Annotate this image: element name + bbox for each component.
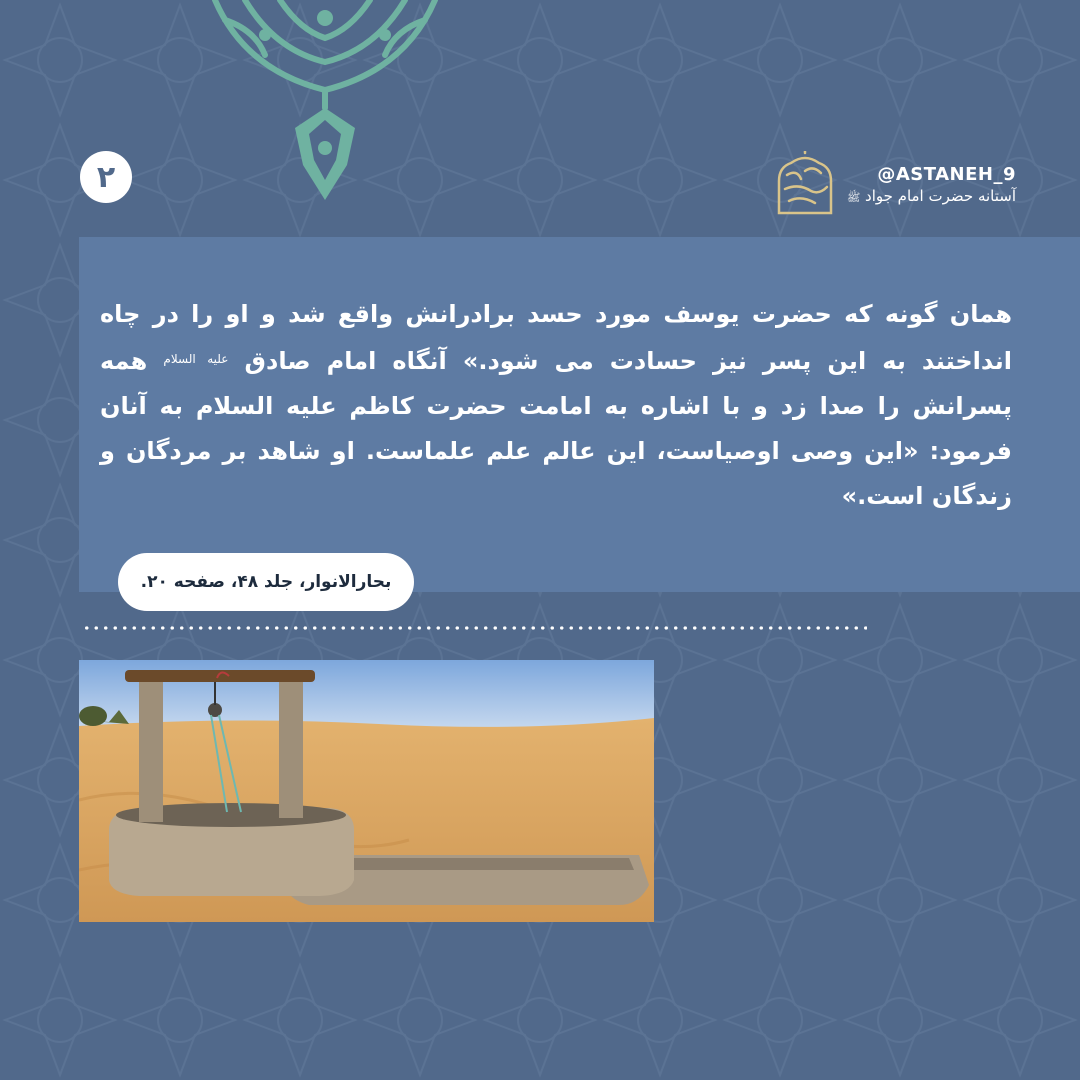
article-body xyxy=(100,292,1012,519)
page-number: ۲ xyxy=(96,159,116,195)
desert-well-photo xyxy=(79,660,654,922)
article-line-1: همان گونه که حضرت یوسف مورد حسد برادرانش واقع شد و او را در xyxy=(152,300,1012,328)
article-line-2: چاه انداختند به این پسر نیز حسادت می شود.» آنگاه امام صادق xyxy=(100,300,1013,375)
dotted-divider xyxy=(82,626,867,630)
brand-header xyxy=(771,150,1016,220)
calligraphy-shrine-logo-icon xyxy=(771,151,839,219)
source-citation-pill xyxy=(118,553,414,611)
brand-handle: @ASTANEH_9 xyxy=(877,163,1016,185)
article-line-4: آنان فرمود: «این وصی اوصیاست، این عالم علم علماست. او شاهد بر xyxy=(100,392,1012,465)
honorific-small: علیه السلام xyxy=(163,352,229,366)
source-citation: بحارالانوار، جلد ۴۸، صفحه ۲۰. xyxy=(140,572,392,592)
salutation-glyph: ﷺ xyxy=(846,190,861,204)
article-line-3: همه پسرانش را صدا زد و با اشاره به امامت حضرت کاظم علیه السلام به xyxy=(100,347,1012,420)
brand-name-line xyxy=(847,187,1016,207)
article-line-5: مردگان و زندگان است.» xyxy=(100,437,1012,510)
brand-name: آستانه حضرت امام جواد xyxy=(865,186,1016,205)
page-number-badge xyxy=(80,151,132,203)
islamic-ornament xyxy=(205,0,445,205)
